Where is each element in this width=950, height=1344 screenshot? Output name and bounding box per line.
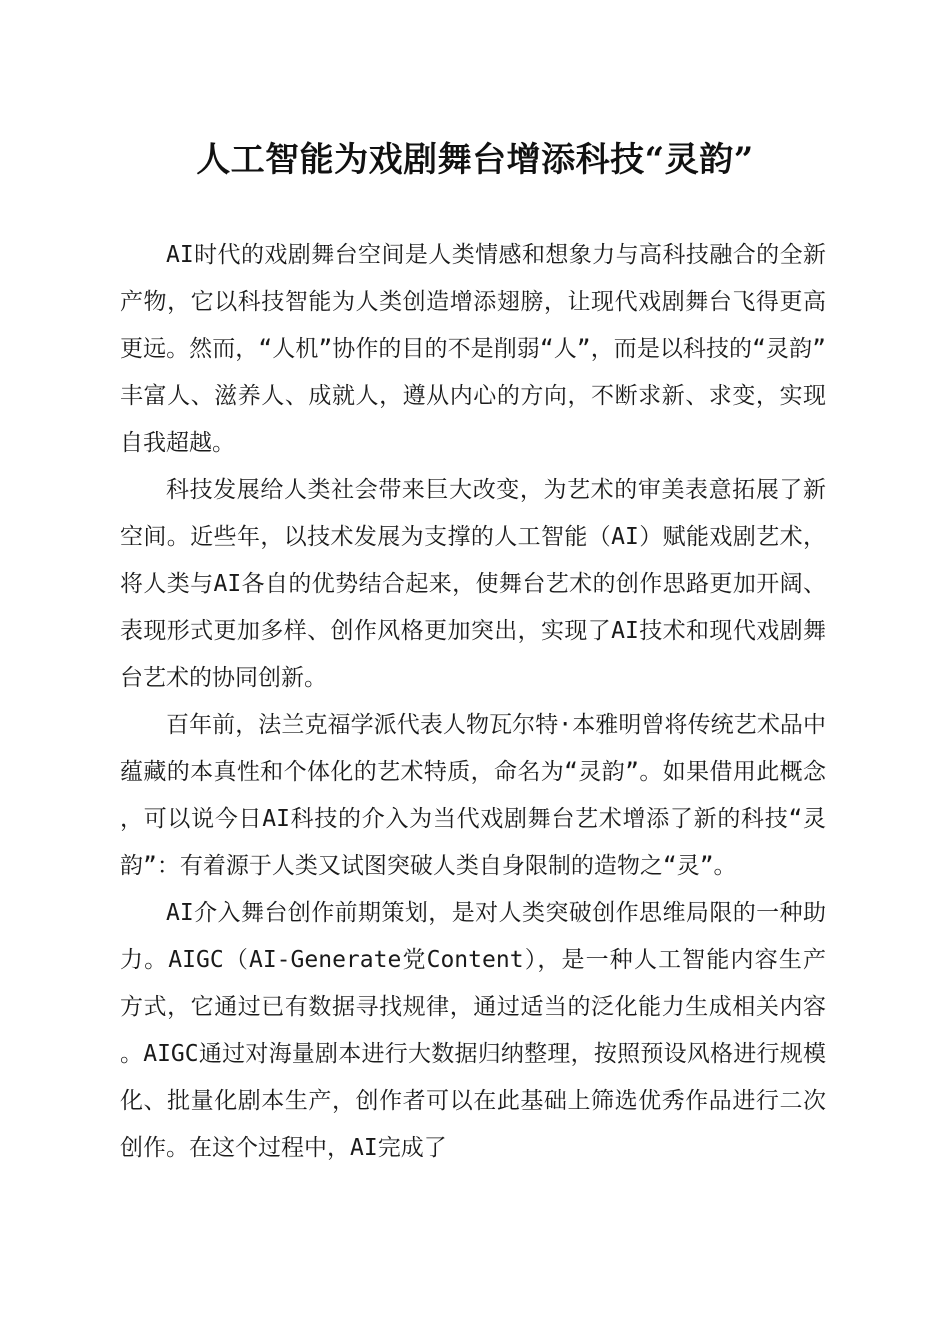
paragraph-3: 百年前，法兰克福学派代表人物瓦尔特·本雅明曾将传统艺术品中蕴藏的本真性和个体化的艺术特质，命名为“灵韵”。如果借用此概念，可以说今日AI科技的介入为当代戏剧舞台艺术增添了新的科技“灵韵”：有着源于人类又试图突破人类自身限制的造物之“灵”。 — [120, 712, 826, 879]
paragraph-1: AI时代的戏剧舞台空间是人类情感和想象力与高科技融合的全新产物，它以科技智能为人类创造增添翅膀，让现代戏剧舞台飞得更高更远。然而，“人机”协作的目的不是削弱“人”，而是以科技的“灵韵”丰富人、滋养人、成就人，遵从内心的方向，不断求新、求变，实现自我超越。 — [120, 242, 826, 456]
paragraph-4: AI介入舞台创作前期策划，是对人类突破创作思维局限的一种助力。AIGC（AI-Generate党Content），是一种人工智能内容生产方式，它通过已有数据寻找规律，通过适当的泛化能力生成相关内容。AIGC通过对海量剧本进行大数据归纳整理，按照预设风格进行规模化、批量化剧本生产，创作者可以在此基础上筛选优秀作品进行二次创作。在这个过程中，AI完成了 — [120, 900, 826, 1161]
paragraph-2: 科技发展给人类社会带来巨大改变，为艺术的审美表意拓展了新空间。近些年，以技术发展为支撑的人工智能（AI）赋能戏剧艺术，将人类与AI各自的优势结合起来，使舞台艺术的创作思路更加开阔、表现形式更加多样、创作风格更加突出，实现了AI技术和现代戏剧舞台艺术的协同创新。 — [120, 477, 826, 691]
article-body — [120, 232, 826, 1172]
page-title: 人工智能为戏剧舞台增添科技“灵韵” — [196, 140, 754, 180]
